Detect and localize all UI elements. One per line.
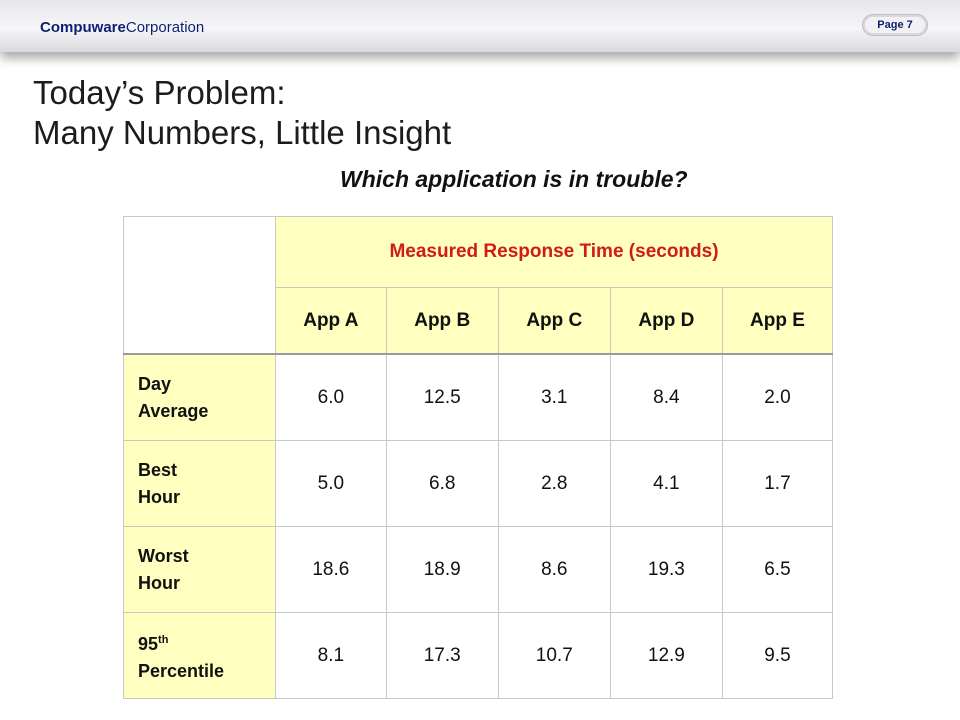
- table-cell: 17.3: [386, 613, 498, 699]
- table-cell: 6.8: [386, 441, 498, 527]
- table-cell: 2.8: [498, 441, 610, 527]
- row-label-line2: Hour: [138, 486, 180, 507]
- table-cell: 18.9: [386, 527, 498, 613]
- table-cell: 5.0: [276, 441, 387, 527]
- table-row: [124, 441, 833, 527]
- top-bar: [0, 0, 960, 52]
- table-cell: 9.5: [722, 613, 832, 699]
- brand-light: Corporation: [125, 19, 205, 36]
- table-row: [124, 613, 833, 699]
- table-cell: 4.1: [610, 441, 722, 527]
- row-label-line1: 95: [138, 633, 159, 654]
- table-cell: 12.9: [610, 613, 722, 699]
- column-header-app-e: App E: [722, 288, 832, 355]
- brand-bold: Compuware: [40, 19, 126, 36]
- table-cell: 2.0: [722, 354, 832, 441]
- page-number-label: Page 7: [865, 17, 925, 33]
- response-time-table: [123, 216, 833, 699]
- row-label-95th-percentile: [124, 613, 276, 699]
- row-label-line1: Worst: [138, 545, 189, 566]
- row-label-line1: Best: [138, 459, 178, 480]
- column-header-app-d: App D: [610, 288, 722, 355]
- table-cell: 6.0: [276, 354, 387, 441]
- table-cell: 6.5: [722, 527, 832, 613]
- page-number-badge: [862, 14, 928, 36]
- row-label-day-average: [124, 354, 276, 441]
- row-label-best-hour: [124, 441, 276, 527]
- table-cell: 1.7: [722, 441, 832, 527]
- column-header-app-b: App B: [386, 288, 498, 355]
- table-cell: 8.1: [276, 613, 387, 699]
- row-label-worst-hour: [124, 527, 276, 613]
- row-label-line2: Percentile: [138, 660, 225, 681]
- table-cell: 19.3: [610, 527, 722, 613]
- row-label-line1: Day: [138, 373, 172, 394]
- table-cell: 12.5: [386, 354, 498, 441]
- slide-title-line2: Many Numbers, Little Insight: [33, 114, 452, 151]
- row-label-superscript: th: [158, 633, 169, 646]
- column-header-app-c: App C: [498, 288, 610, 355]
- table-cell: 8.4: [610, 354, 722, 441]
- column-header-app-a: App A: [276, 288, 387, 355]
- slide-title-line1: Today’s Problem:: [33, 74, 286, 111]
- group-header-cell: Measured Response Time (seconds): [276, 217, 833, 288]
- table-row: [124, 354, 833, 441]
- row-label-line2: Hour: [138, 572, 180, 593]
- row-label-line2: Average: [138, 400, 209, 421]
- company-logo: [40, 19, 204, 36]
- corner-cell: [124, 217, 276, 355]
- table-row: [124, 527, 833, 613]
- slide-subtitle: Which application is in trouble?: [340, 166, 688, 192]
- table-cell: 3.1: [498, 354, 610, 441]
- table-cell: 8.6: [498, 527, 610, 613]
- table-cell: 10.7: [498, 613, 610, 699]
- table-cell: 18.6: [276, 527, 387, 613]
- group-header-row: [124, 217, 833, 288]
